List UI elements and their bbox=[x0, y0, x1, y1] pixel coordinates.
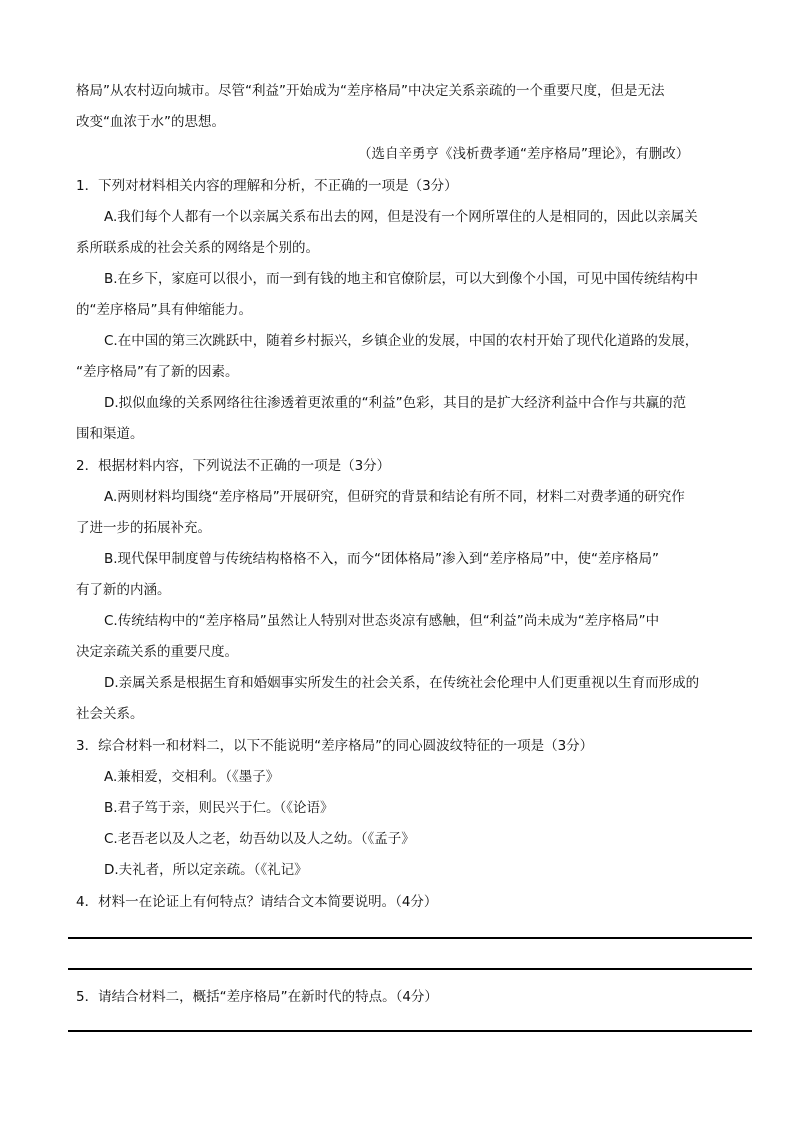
question-1-stem: 1．下列对材料相关内容的理解和分析，不正确的一项是（3分） bbox=[76, 178, 458, 194]
passage-line: 格局”从农村迈向城市。尽管“利益”开始成为“差序格局”中决定关系亲疏的一个重要尺度，但是无法 bbox=[76, 83, 665, 99]
question-1-option-c: C.在中国的第三次跳跃中，随着乡村振兴，乡镇企业的发展，中国的农村开始了现代化道路的发展， bbox=[104, 333, 699, 349]
question-2-option-b-cont: 有了新的内涵。 bbox=[76, 582, 171, 598]
question-3-option-c: C.老吾老以及人之老，幼吾幼以及人之幼。（《孟子》 bbox=[104, 831, 415, 847]
question-5-stem: 5．请结合材料二，概括“差序格局”在新时代的特点。（4分） bbox=[76, 989, 438, 1005]
question-1-option-b-cont: 的“差序格局”具有伸缩能力。 bbox=[76, 302, 252, 318]
passage-line: 改变“血浓于水”的思想。 bbox=[76, 114, 225, 130]
question-3-option-d: D.夫礼者，所以定亲疏。（《礼记》 bbox=[104, 862, 308, 878]
passage-source: （选自辛勇亨《浅析费孝通“差序格局”理论》，有删改） bbox=[358, 146, 690, 162]
question-2-option-d-cont: 社会关系。 bbox=[76, 706, 144, 722]
question-2-stem: 2．根据材料内容，下列说法不正确的一项是（3分） bbox=[76, 458, 391, 474]
question-3-stem: 3．综合材料一和材料二，以下不能说明“差序格局”的同心圆波纹特征的一项是（3分） bbox=[76, 738, 594, 754]
question-1-option-a-cont: 系所联系成的社会关系的网络是个别的。 bbox=[76, 240, 319, 256]
question-1-option-a: A.我们每个人都有一个以亲属关系布出去的网，但是没有一个网所罩住的人是相同的，因此以亲属关 bbox=[104, 209, 698, 225]
answer-line bbox=[68, 968, 752, 970]
answer-line bbox=[68, 1030, 752, 1032]
question-2-option-c: C.传统结构中的“差序格局”虽然让人特别对世态炎凉有感触，但“利益”尚未成为“差序格局”中 bbox=[104, 613, 660, 629]
question-1-option-d: D.拟似血缘的关系网络往往渗透着更浓重的“利益”色彩，其目的是扩大经济利益中合作与共赢的范 bbox=[104, 395, 687, 411]
question-1-option-c-cont: “差序格局”有了新的因素。 bbox=[76, 364, 239, 380]
question-2-option-b: B.现代保甲制度曾与传统结构格格不入，而今“团体格局”渗入到“差序格局”中，使“差序格局” bbox=[104, 551, 660, 567]
question-2-option-a: A.两则材料均围绕“差序格局”开展研究，但研究的背景和结论有所不同，材料二对费孝通的研究作 bbox=[104, 489, 685, 505]
question-3-option-b: B.君子笃于亲，则民兴于仁。（《论语》 bbox=[104, 800, 334, 816]
question-2-option-a-cont: 了进一步的拓展补充。 bbox=[76, 520, 211, 536]
question-2-option-d: D.亲属关系是根据生育和婚姻事实所发生的社会关系，在传统社会伦理中人们更重视以生育而形成的 bbox=[104, 675, 700, 691]
question-2-option-c-cont: 决定亲疏关系的重要尺度。 bbox=[76, 644, 238, 660]
question-3-option-a: A.兼相爱，交相利。（《墨子》 bbox=[104, 769, 280, 785]
question-1-option-b: B.在乡下，家庭可以很小，而一到有钱的地主和官僚阶层，可以大到像个小国，可见中国传统结构中 bbox=[104, 271, 699, 287]
answer-line bbox=[68, 937, 752, 939]
question-4-stem: 4．材料一在论证上有何特点？请结合文本简要说明。（4分） bbox=[76, 894, 438, 910]
question-1-option-d-cont: 围和渠道。 bbox=[76, 426, 144, 442]
